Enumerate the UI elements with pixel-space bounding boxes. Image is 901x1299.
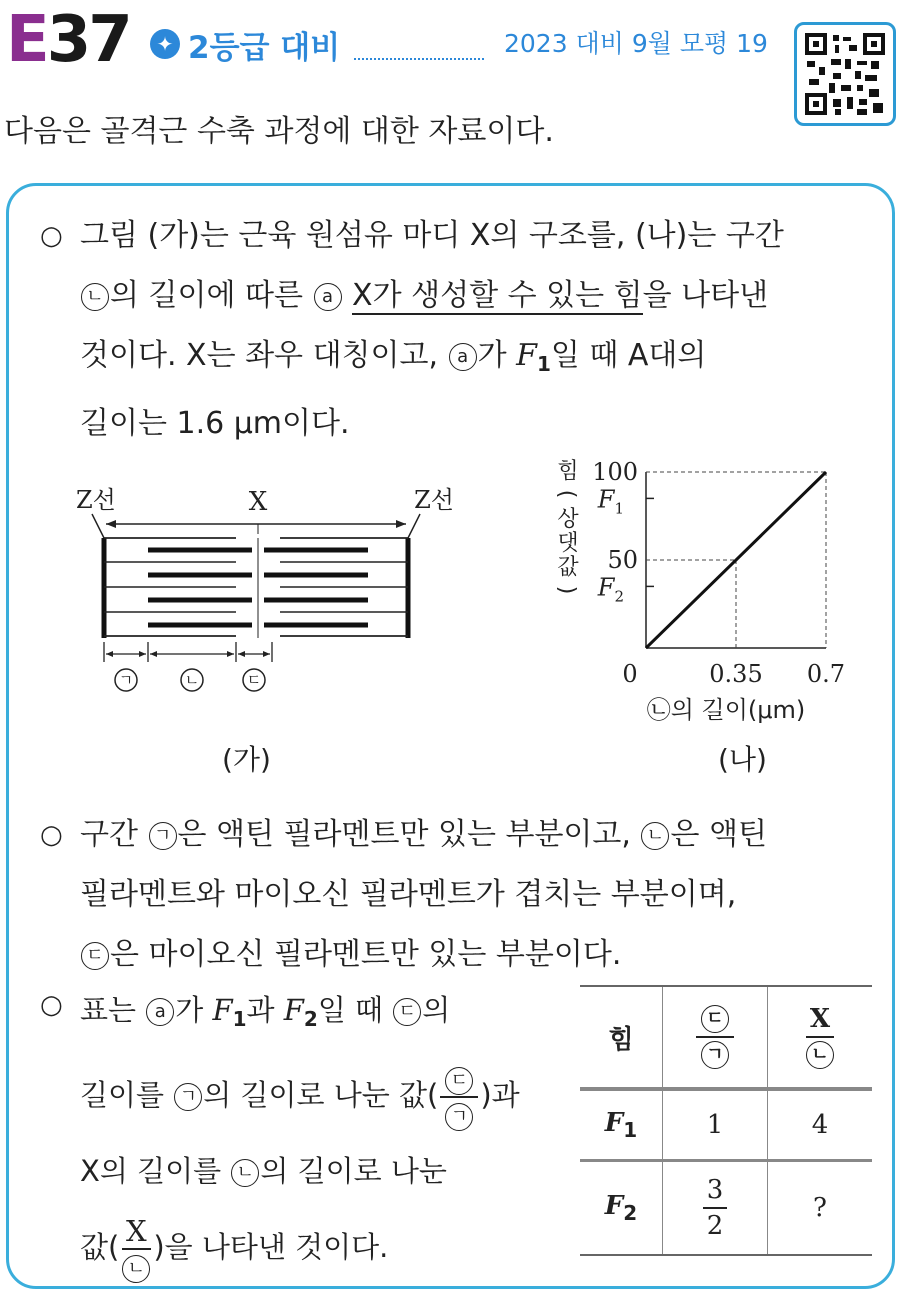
ratio-table [580, 985, 872, 1256]
bullet-3-line-4 [80, 1209, 580, 1285]
underlined-phrase: X가 생성할 수 있는 힘 [352, 278, 643, 313]
bullet-2-marker: ○ [40, 820, 63, 850]
problem-number: E37 [6, 3, 130, 77]
x-span-arrow-left [106, 520, 116, 528]
var-F: F [516, 338, 537, 373]
text: 것이다. X는 좌우 대칭이고, [80, 338, 439, 373]
circle-digeut: ㄷ [393, 998, 421, 1026]
fraction-x-over-nieun [121, 1214, 151, 1284]
exam-source: 2023 대비 9월 모평 19 [504, 29, 768, 58]
bullet-1-text [80, 206, 880, 454]
subscript: 1 [536, 352, 551, 376]
text: 의 길이에 따른 [110, 278, 303, 313]
bullet-1-line-3 [80, 326, 880, 394]
chart-y-axis-label [554, 459, 579, 594]
text: )과 [480, 1078, 520, 1112]
circle-giyeok: ㄱ [701, 1041, 729, 1069]
qr-code-icon [805, 33, 885, 115]
header-force: 힘 [580, 986, 663, 1089]
bullet-1-line-4: 길이는 1.6 μm이다. [80, 406, 350, 441]
text: 표는 [80, 993, 137, 1027]
bullet-2-text [80, 805, 880, 985]
text: 은 액틴 필라멘트만 있는 부분이고, [177, 817, 631, 852]
intro-text: 다음은 골격근 수축 과정에 대한 자료이다. [4, 114, 554, 149]
bullet-3-line-2 [80, 1057, 580, 1133]
chart-y-label-char: ) [554, 585, 579, 595]
bullet-3-line-3 [80, 1133, 580, 1209]
text: 값( [80, 1230, 120, 1264]
x-label: X [248, 487, 268, 517]
table-row [580, 1161, 872, 1256]
text: 구간 [80, 817, 138, 852]
text: 은 액틴 [670, 817, 767, 852]
grade-label [150, 22, 340, 66]
row-label-F1 [580, 1089, 663, 1161]
bullet-2-line-1 [80, 805, 880, 865]
text: 가 [477, 338, 507, 373]
segment-nieun-label: ㄴ [184, 671, 200, 689]
circle-nieun: ㄴ [806, 1041, 834, 1069]
chart-y-marker-label: $F_2$ [597, 573, 624, 606]
z-left-pointer [92, 514, 104, 538]
numerator-x: X [806, 1002, 834, 1038]
text: 을 나타낸 [642, 278, 769, 313]
text: 의 [422, 993, 451, 1027]
bullet-3-text [80, 972, 580, 1285]
row-label-F2 [580, 1161, 663, 1256]
var-F: F [283, 993, 304, 1027]
circle-giyeok: ㄱ [149, 822, 177, 850]
header-x-over-nieun [768, 986, 873, 1089]
segment-giyeok-label: ㄱ [118, 671, 134, 689]
z-right-pointer [408, 514, 420, 538]
chart-x-tick-label: 0.35 [709, 660, 763, 688]
circle-nieun: ㄴ [122, 1255, 150, 1283]
figure-ga-caption: (가) [222, 743, 271, 776]
bullet-1-marker: ○ [40, 221, 63, 251]
text: 길이를 [80, 1078, 165, 1112]
sarcomere-diagram [40, 470, 480, 770]
chart-y-label-char: 값 [557, 555, 579, 580]
chart-y-label-char: 힘 [557, 459, 579, 484]
var-F: F [212, 993, 233, 1027]
bullet-1-line-2 [80, 266, 880, 326]
cell-F2-ratio2: ? [768, 1161, 873, 1256]
bullet-2-line-2: 필라멘트와 마이오신 필라멘트가 겹치는 부분이며, [80, 877, 737, 912]
dotted-leader [354, 58, 484, 60]
z-line-right-label: Z선 [414, 486, 454, 514]
text: 은 마이오신 필라멘트만 있는 부분이다. [110, 937, 622, 972]
star-icon: ✦ [150, 29, 180, 59]
numerator-x: X [122, 1214, 151, 1250]
segment-digeut-label: ㄷ [246, 671, 262, 689]
cell-F1-ratio1: 1 [663, 1089, 768, 1161]
figure-na-caption: (나) [718, 743, 767, 776]
chart-y-tick-label: 100 [592, 458, 638, 486]
chart-y-marker-label: $F_1$ [597, 485, 624, 518]
circle-a: a [314, 283, 342, 311]
subscript: 2 [303, 1007, 318, 1031]
circle-giyeok: ㄱ [174, 1083, 202, 1111]
cell-F1-ratio2: 4 [768, 1089, 873, 1161]
text: 일 때 [317, 993, 384, 1027]
table-header-row [580, 986, 872, 1089]
circle-digeut: ㄷ [81, 942, 109, 970]
circle-a: a [449, 343, 477, 371]
text: 의 길이로 나눈 [260, 1154, 447, 1188]
grade-text: 2등급 대비 [188, 29, 341, 66]
bullet-3-marker: ○ [40, 990, 63, 1020]
var-F: F [604, 1108, 624, 1138]
circle-nieun: ㄴ [231, 1159, 259, 1187]
text: 일 때 A대의 [550, 338, 707, 373]
circle-a: a [146, 998, 174, 1026]
z-line-left-label: Z선 [76, 486, 116, 514]
var-F: F [604, 1191, 624, 1221]
circle-nieun: ㄴ [81, 283, 109, 311]
text: )을 나타낸 것이다. [153, 1230, 389, 1264]
header-digeut-over-giyeok [663, 986, 768, 1089]
table-row [580, 1089, 872, 1161]
subscript: 2 [623, 1201, 638, 1225]
chart-y-label-char: ( [554, 489, 579, 499]
circle-nieun: ㄴ [641, 822, 669, 850]
numerator: 3 [703, 1173, 728, 1209]
circle-digeut: ㄷ [701, 1005, 729, 1033]
bullet-3-line-1 [80, 972, 580, 1057]
denominator: 2 [706, 1211, 724, 1241]
text: 가 [175, 993, 204, 1027]
text: 과 [246, 993, 275, 1027]
chart-series-line [646, 472, 826, 648]
chart-y-label-char: 댓 [557, 531, 579, 556]
chart-x-tick-label: 0.7 [806, 660, 846, 688]
circle-digeut: ㄷ [445, 1067, 473, 1095]
chart-y-label-char: 상 [557, 507, 579, 532]
text: X의 길이를 [80, 1154, 222, 1188]
force-length-chart [540, 450, 880, 740]
cell-F2-ratio1 [663, 1161, 768, 1256]
chart-x-tick-label: 0 [622, 660, 638, 688]
chart-x-axis-label: ㉡의 길이(μm) [646, 696, 806, 724]
subscript: 1 [232, 1007, 247, 1031]
x-span-arrow-right [396, 520, 406, 528]
fraction-digeut-over-giyeok [440, 1062, 478, 1132]
chart-y-tick-label: 50 [607, 546, 638, 574]
text: 의 길이로 나눈 값( [203, 1078, 439, 1112]
subscript: 1 [623, 1118, 638, 1142]
circle-giyeok: ㄱ [445, 1103, 473, 1131]
bullet-1-line-1: 그림 (가)는 근육 원섬유 마디 X의 구조를, (나)는 구간 [80, 218, 784, 253]
qr-code[interactable] [794, 22, 896, 126]
